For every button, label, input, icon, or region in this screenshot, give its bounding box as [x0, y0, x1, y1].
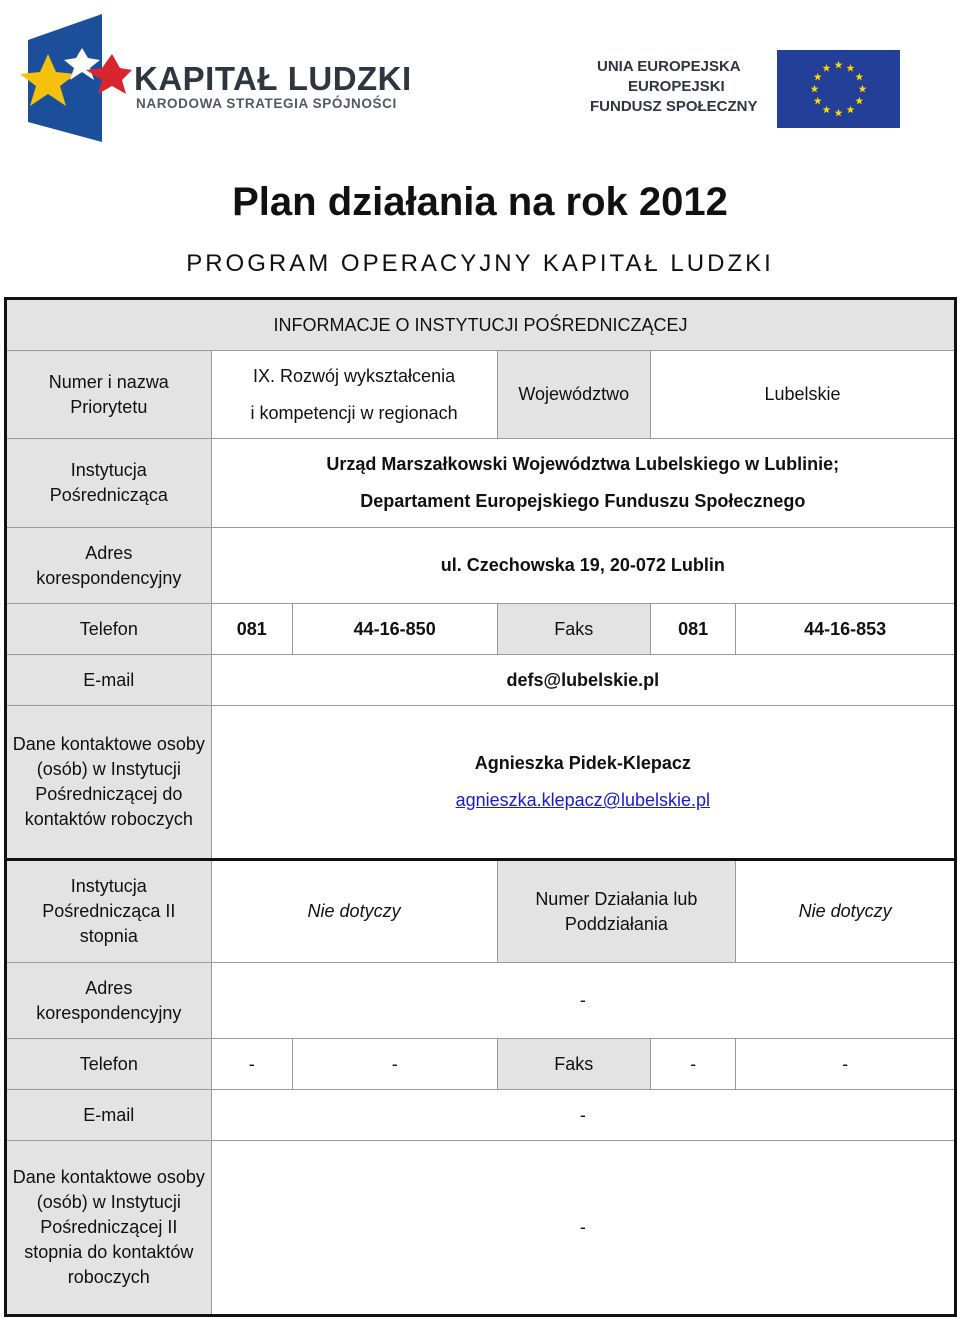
phone-prefix: 081: [211, 604, 292, 655]
ip-value-line-2: Departament Europejskiego Funduszu Społecznego: [360, 491, 806, 511]
email-label: E-mail: [6, 655, 212, 706]
header-logos: [0, 0, 960, 160]
address-label: Adres korespondencyjny: [6, 528, 212, 604]
phone2-label: Telefon: [6, 1039, 212, 1090]
section-header-row: [6, 299, 956, 351]
measure-value: Nie dotyczy: [736, 860, 956, 963]
phone-number: 44-16-850: [292, 604, 497, 655]
contact-name: Agnieszka Pidek-Klepacz: [474, 753, 691, 773]
address2-row: [6, 963, 956, 1039]
email-row: [6, 655, 956, 706]
institution-info-table: [4, 297, 957, 1317]
contact-row: [6, 706, 956, 860]
document-title: Plan działania na rok 2012: [232, 180, 728, 224]
priority-value: [211, 351, 497, 439]
phone2-row: [6, 1039, 956, 1090]
fax2-label: Faks: [497, 1039, 650, 1090]
priority-value-line-1: IX. Rozwój wykształcenia: [253, 365, 456, 386]
eu-flag-icon: [777, 50, 900, 128]
kapital-ludzki-title: KAPITAŁ LUDZKI: [134, 60, 412, 97]
contact-value: [211, 706, 955, 860]
ip2-value: Nie dotyczy: [211, 860, 497, 963]
ue-line-2: EUROPEJSKI: [628, 78, 725, 95]
email2-value: -: [211, 1090, 955, 1141]
kapital-ludzki-subtitle: NARODOWA STRATEGIA SPÓJNOŚCI: [136, 96, 397, 111]
phone2-prefix: -: [211, 1039, 292, 1090]
ue-line-1: UNIA EUROPEJSKA: [597, 58, 741, 75]
address2-label: Adres korespondencyjny: [6, 963, 212, 1039]
voivodeship-value: Lubelskie: [650, 351, 955, 439]
priority-row: [6, 351, 956, 439]
ip-label: Instytucja Pośrednicząca: [6, 439, 212, 528]
fax-prefix: 081: [650, 604, 735, 655]
address2-value: -: [211, 963, 955, 1039]
ip-value: [211, 439, 955, 528]
ip-value-line-1: Urząd Marszałkowski Województwa Lubelskiego w Lublinie;: [326, 454, 840, 474]
ip2-label: Instytucja Pośrednicząca II stopnia: [6, 860, 212, 963]
voivodeship-label: Województwo: [497, 351, 650, 439]
contact2-value: -: [211, 1141, 955, 1316]
fax-number: 44-16-853: [736, 604, 956, 655]
measure-label: Numer Działania lub Poddziałania: [497, 860, 736, 963]
ue-line-3: FUNDUSZ SPOŁECZNY: [590, 98, 758, 115]
contact-email-link[interactable]: agnieszka.klepacz@lubelskie.pl: [455, 790, 711, 810]
email-value: defs@lubelskie.pl: [211, 655, 955, 706]
fax2-number: -: [736, 1039, 956, 1090]
phone2-number: -: [292, 1039, 497, 1090]
contact2-label: Dane kontaktowe osoby (osób) w Instytucji Pośredniczącej II stopnia do kontaktów roboczych: [6, 1141, 212, 1316]
ip2-row: [6, 860, 956, 963]
eu-logo-block: [580, 46, 910, 136]
phone-row: [6, 604, 956, 655]
fax-label: Faks: [497, 604, 650, 655]
phone-label: Telefon: [6, 604, 212, 655]
document-subtitle: PROGRAM OPERACYJNY KAPITAŁ LUDZKI: [186, 250, 774, 277]
priority-label: Numer i nazwa Priorytetu: [6, 351, 212, 439]
address-row: [6, 528, 956, 604]
address-value: ul. Czechowska 19, 20-072 Lublin: [211, 528, 955, 604]
contact-label: Dane kontaktowe osoby (osób) w Instytucji Pośredniczącej do kontaktów roboczych: [6, 706, 212, 860]
section-header: INFORMACJE O INSTYTUCJI POŚREDNICZĄCEJ: [6, 299, 956, 351]
priority-value-line-2: i kompetencji w regionach: [250, 402, 458, 423]
fax2-prefix: -: [650, 1039, 735, 1090]
email2-label: E-mail: [6, 1090, 212, 1141]
email2-row: [6, 1090, 956, 1141]
ip-row: [6, 439, 956, 528]
kapital-ludzki-logo-icon: [20, 14, 132, 142]
contact2-row: [6, 1141, 956, 1316]
